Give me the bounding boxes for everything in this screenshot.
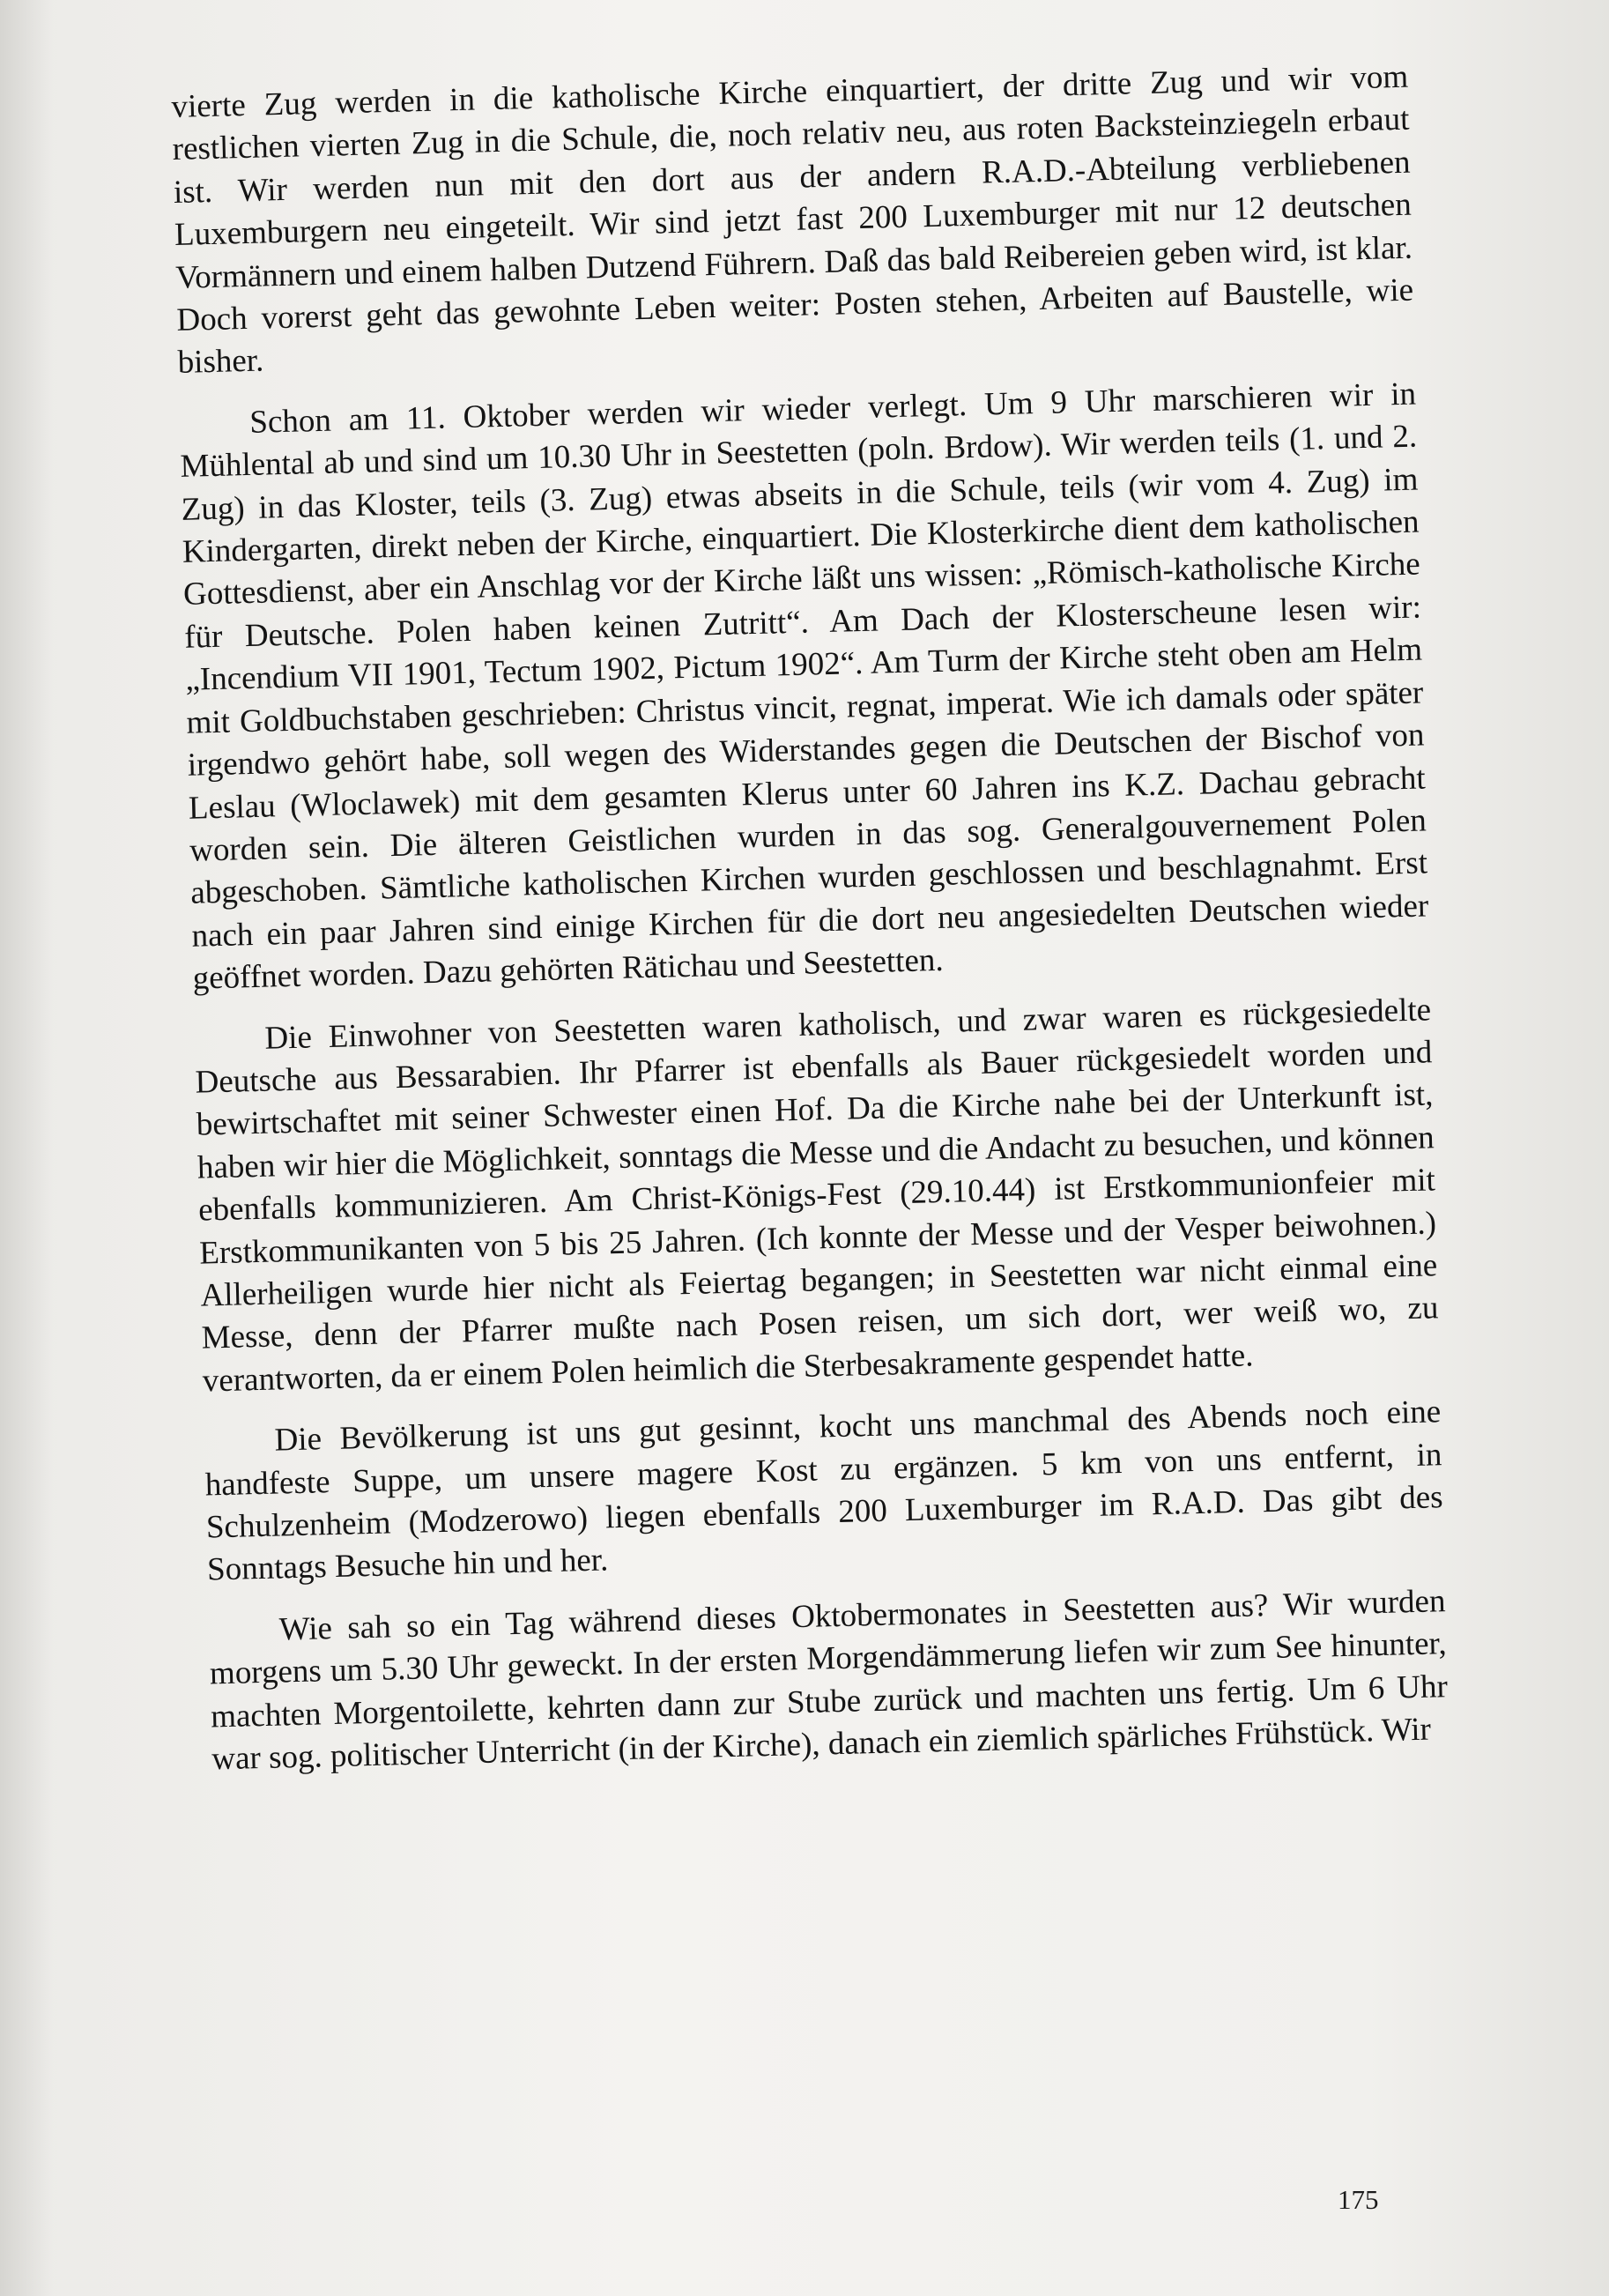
paragraph-continuation: vierte Zug werden in die katholische Kirche einquartiert, der dritte Zug und wir vom restlichen vierten Zug in die Schule, die, noch relativ neu, aus roten Backsteinziegeln erbaut ist. Wir werden nun mit den dort aus der andern R.A.D.-Abteilung verbliebenen Luxemburgern neu eingeteilt. Wir sind jetzt fast 200 Luxemburger mit nur 12 deutschen Vormännern und einem halben Dutzend Führern. Daß das bald Reibereien geben wird, ist klar. Doch vorerst geht das gewohnte Leben weiter: Posten stehen, Arbeiten auf Baustelle, wie bisher. <box>171 58 1414 382</box>
page-number: 175 <box>1338 2184 1379 2215</box>
paragraph-relocation: Schon am 11. Oktober werden wir wieder verlegt. Um 9 Uhr marschieren wir in Mühlental ab und sind um 10.30 Uhr in Seestetten (poln. Brdow). Wir werden teils (1. und 2. Zug) in das Kloster, teils (3. Zug) etwas abseits in die Schule, teils (wir vom 4. Zug) im Kindergarten, direkt neben der Kirche, einquartiert. Die Klosterkirche dient dem katholischen Gottesdienst, aber ein Anschlag vor der Kirche läßt uns wissen: „Römisch-katholische Kirche für Deutsche. Polen haben keinen Zutritt“. Am Dach der Klosterscheune lesen wir: „Incendium VII 1901, Tectum 1902, Pictum 1902“. Am Turm der Kirche steht oben am Helm mit Goldbuchstaben geschrieben: Christus vincit, regnat, imperat. Wie ich damals oder später irgendwo gehört habe, soll wegen des Widerstandes gegen die Deutschen der Bischof von Leslau (Wloclawek) mit dem gesamten Klerus unter 60 Jahren ins K.Z. Dachau gebracht worden sein. Die älteren Geistlichen wurden in das sog. Generalgouvernement Polen abgeschoben. Sämtliche katholischen Kirchen wurden geschlossen und beschlagnahmt. Erst nach ein paar Jahren sind einige Kirchen für die dort neu angesiedelten Deutschen wieder geöffnet worden. Dazu gehörten Rätichau und Seestetten. <box>180 375 1429 997</box>
paragraph-residents: Die Einwohner von Seestetten waren katholisch, und zwar waren es rückgesiedelte Deutsche aus Bessarabien. Ihr Pfarrer ist ebenfalls als Bauer rückgesiedelt worden und bewirtschaftet mit seiner Schwester einen Hof. Da die Kirche nahe bei der Unterkunft ist, haben wir hier die Möglichkeit, sonntags die Messe und die Andacht zu besuchen, und können ebenfalls kommunizieren. Am Christ-Königs-Fest (29.10.44) ist Erstkommunionfeier mit Erstkommunikanten von 5 bis 25 Jahren. (Ich konnte der Messe und der Vesper beiwohnen.) Allerheiligen wurde hier nicht als Feiertag begangen; in Seestetten war nicht einmal eine Messe, denn der Pfarrer mußte nach Posen reisen, um sich dort, wer weiß wo, zu verantworten, da er einem Polen heimlich die Sterbesakramente gespendet hatte. <box>195 991 1439 1400</box>
paragraph-population: Die Bevölkerung ist uns gut gesinnt, kocht uns manchmal des Abends noch eine handfeste Suppe, um unsere magere Kost zu ergänzen. 5 km von uns entfernt, in Schulzenheim (Modzerowo) liegen ebenfalls 200 Luxemburger im R.A.D. Das gibt des Sonntags Besuche hin und her. <box>204 1393 1444 1588</box>
gutter-shadow <box>0 0 53 2296</box>
body-text <box>171 56 1450 1781</box>
paragraph-daily-routine: Wie sah so ein Tag während dieses Oktobermonates in Seestetten aus? Wir wurden morgens um 5.30 Uhr geweckt. In der ersten Morgendämmerung liefen wir zum See hinunter, machten Morgentoilette, kehrten dann zur Stube zurück und machten uns fertig. Um 6 Uhr war sog. politischer Unterricht (in der Kirche), danach ein ziemlich spärliches Frühstück. Wir <box>209 1582 1449 1778</box>
